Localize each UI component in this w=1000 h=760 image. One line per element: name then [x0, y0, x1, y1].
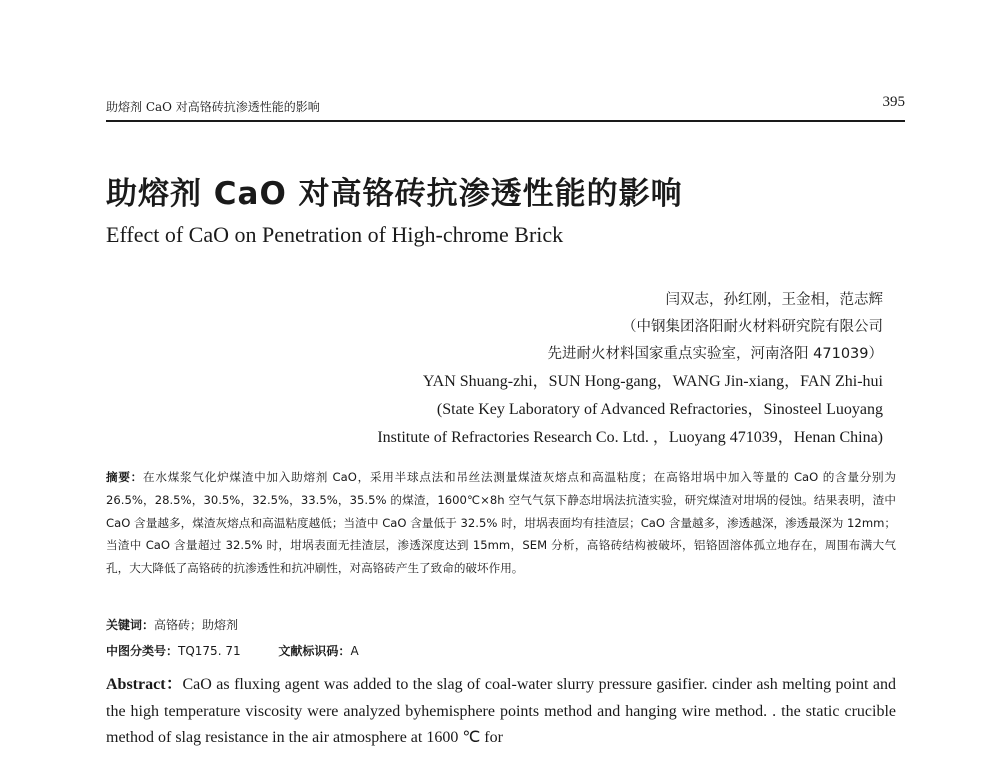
title-chinese: 助熔剂 CaO 对高铬砖抗渗透性能的影响 [106, 176, 683, 212]
keywords-text: 高铬砖；助熔剂 [154, 618, 239, 632]
abstract-english-label: Abstract： [106, 676, 183, 693]
abstract-english-text: CaO as fluxing agent was added to the slag of coal-water slurry pressure gasifier. cinder ash melting point and the high temperature viscosity were analyzed byhemisphere points method and hanging wire method. . the static crucible method of slag resistance in the air atmosphere at 1600 ℃ for [106, 676, 897, 746]
abstract-english [106, 672, 896, 752]
keywords-label: 关键词： [106, 618, 155, 632]
page-number: 395 [882, 94, 905, 110]
running-head [106, 92, 905, 122]
affiliation-english-line-1: (State Key Laboratory of Advanced Refractories，Sinosteel Luoyang [436, 401, 883, 418]
authors-english: YAN Shuang-zhi，SUN Hong-gang，WANG Jin-xiang，FAN Zhi-hui [422, 373, 883, 390]
running-title: 助熔剂 CaO 对高铬砖抗渗透性能的影响 [106, 100, 320, 114]
affiliation-english-line-2: Institute of Refractories Research Co. Ltd. ，Luoyang 471039，Henan China) [377, 429, 883, 446]
title-english: Effect of CaO on Penetration of High-chrome Brick [106, 222, 564, 247]
affiliation-chinese-line-2: 先进耐火材料国家重点实验室，河南洛阳 471039） [547, 346, 883, 362]
abstract-chinese-text: 在水煤浆气化炉煤渣中加入助熔剂 CaO，采用半球点法和吊丝法测量煤渣灰熔点和高温粘度；在高铬坩埚中加入等量的 CaO 的含量分别为 26.5%，28.5%，30.5%，32.5%，33.5%，35.5% 的煤渣，1600℃×8h 空气气氛下静态坩埚法抗渣实验，研究煤渣对坩埚的侵蚀。结果表明，渣中 CaO 含量越多，煤渣灰熔点和高温粘度越低；当渣中 CaO 含量低于 32.5% 时，坩埚表面均有挂渣层；CaO 含量越多，渗透越深，渗透最深为 12mm；当渣中 CaO 含量超过 32.5% 时，坩埚表面无挂渣层，渗透深度达到 15mm，SEM 分析，高铬砖结构被破坏，铝铬固溶体孤立地存在，周围布满大气孔，大大降低了高铬砖的抗渗透性和抗冲刷性，对高铬砖产生了致命的破坏作用。 [106, 470, 896, 576]
classification-label: 中图分类号： [106, 644, 179, 658]
classification-value: TQ175. 71 [178, 644, 241, 658]
keywords [106, 616, 238, 633]
authors-chinese: 闫双志，孙红刚，王金相，范志辉 [665, 292, 883, 308]
document-code-value: A [350, 644, 359, 658]
affiliation-chinese-line-1: （中钢集团洛阳耐火材料研究院有限公司 [622, 319, 883, 335]
classification-line [106, 642, 359, 659]
document-code-label: 文献标识码： [278, 644, 351, 658]
abstract-chinese [106, 466, 896, 580]
abstract-chinese-label: 摘要： [106, 470, 144, 484]
